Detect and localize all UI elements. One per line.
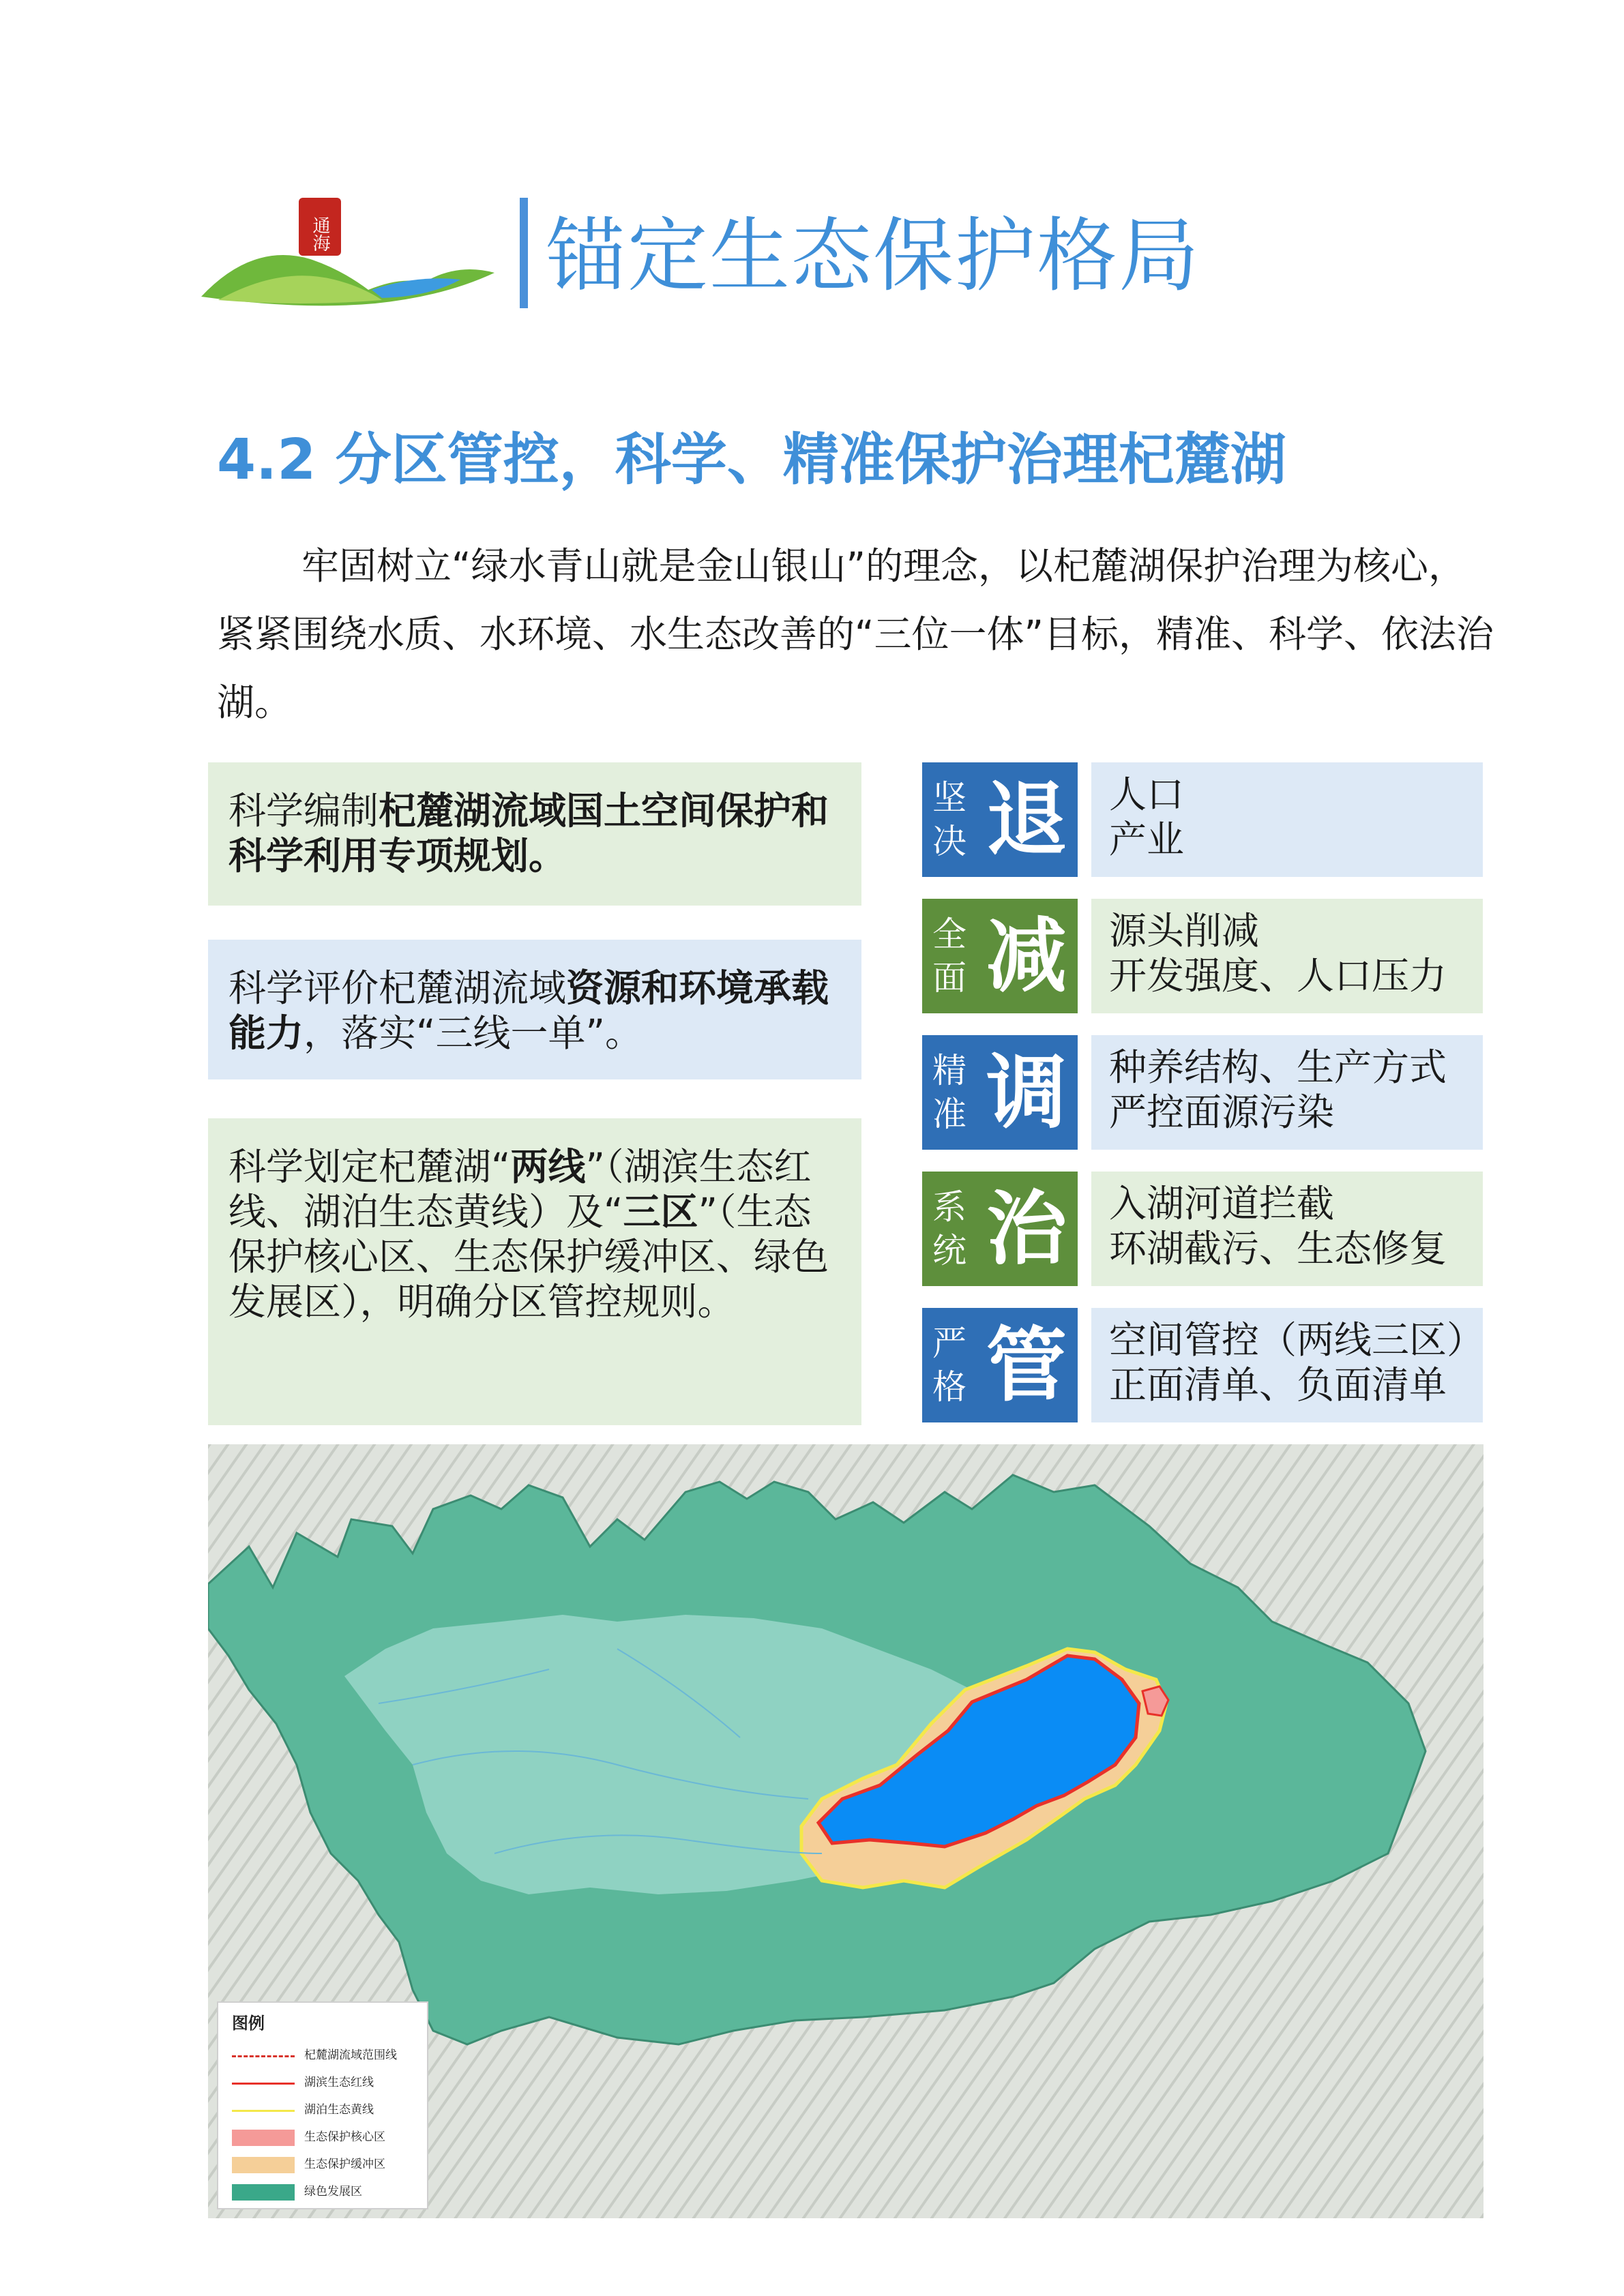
action-tag xyxy=(922,1035,1078,1150)
measure-text-part: ”（生态保护核心区、生态保护缓冲区、绿色发展区），明确分区管控规则。 xyxy=(228,1190,829,1324)
legend-label: 绿色发展区 xyxy=(304,2185,362,2198)
action-prefix-char: 统 xyxy=(932,1231,966,1270)
zoning-map xyxy=(208,1444,1483,2218)
action-prefix-char: 决 xyxy=(932,822,966,861)
measure-text-part: 科学编制 xyxy=(228,789,379,833)
action-tag xyxy=(922,1308,1078,1422)
legend-symbol xyxy=(232,2184,295,2201)
measure-text-part: 三区 xyxy=(623,1190,698,1234)
measure-text-part: 科学划定杞麓湖“ xyxy=(228,1145,511,1189)
action-row-reduce xyxy=(922,899,1483,1013)
legend-label: 湖泊生态黄线 xyxy=(304,2103,374,2117)
legend-item xyxy=(232,2124,423,2151)
action-description-line: 入湖河道拦截 xyxy=(1109,1182,1335,1225)
measure-text-part: ，落实“三线一单”。 xyxy=(304,1011,643,1055)
action-description xyxy=(1091,762,1483,877)
action-prefix xyxy=(929,1185,970,1272)
legend-symbol xyxy=(232,2083,295,2085)
intro-paragraph xyxy=(217,532,1499,736)
action-description-line: 环湖截污、生态修复 xyxy=(1109,1227,1447,1270)
action-description-line: 种养结构、生产方式 xyxy=(1109,1045,1447,1089)
action-description xyxy=(1091,1172,1483,1286)
action-description-line: 开发强度、人口压力 xyxy=(1109,954,1447,998)
measure-box-capacity xyxy=(208,940,861,1079)
legend-symbol xyxy=(232,2055,295,2057)
action-prefix-char: 坚 xyxy=(932,778,966,818)
legend-symbol xyxy=(232,2157,295,2173)
action-keyword: 治 xyxy=(986,1182,1067,1276)
action-prefix-char: 全 xyxy=(932,914,966,954)
legend-item xyxy=(232,2097,423,2124)
action-row-govern xyxy=(922,1172,1483,1286)
action-prefix xyxy=(929,912,970,1000)
measure-text-part: 科学评价杞麓湖流域 xyxy=(228,966,567,1010)
action-tag xyxy=(922,762,1078,877)
map-legend xyxy=(217,2001,428,2209)
logo-seal-text: 通海 xyxy=(310,216,330,252)
measure-box-zoning xyxy=(208,1118,861,1425)
legend-title: 图例 xyxy=(232,2014,265,2033)
action-description xyxy=(1091,1035,1483,1150)
legend-item xyxy=(232,2042,423,2070)
action-description xyxy=(1091,899,1483,1013)
section-heading: 4.2 分区管控，科学、精准保护治理杞麓湖 xyxy=(217,428,1286,492)
action-prefix xyxy=(929,776,970,863)
action-row-manage xyxy=(922,1308,1483,1422)
action-description xyxy=(1091,1308,1483,1422)
measure-text-part: 两线 xyxy=(510,1145,586,1189)
legend-item xyxy=(232,2151,423,2179)
action-prefix-char: 系 xyxy=(932,1187,966,1227)
legend-label: 杞麓湖流域范围线 xyxy=(304,2048,397,2062)
action-description-line: 空间管控（两线三区） xyxy=(1109,1318,1485,1362)
action-prefix-char: 准 xyxy=(932,1094,966,1134)
action-description-line: 正面清单、负面清单 xyxy=(1109,1363,1447,1407)
header-divider xyxy=(520,198,528,308)
page-title: 锚定生态保护格局 xyxy=(546,209,1201,303)
measure-text-part: 资源和环境承载能力 xyxy=(228,966,829,1055)
intro-text: 牢固树立“绿水青山就是金山银山”的理念，以杞麓湖保护治理为核心，紧紧围绕水质、水环境、水生态改善的“三位一体”目标，精准、科学、依法治湖。 xyxy=(217,544,1494,724)
action-tag xyxy=(922,1172,1078,1286)
legend-label: 生态保护核心区 xyxy=(304,2130,385,2144)
legend-symbol xyxy=(232,2110,295,2112)
action-prefix-char: 格 xyxy=(932,1367,966,1407)
action-description-line: 人口 xyxy=(1109,773,1185,816)
legend-item xyxy=(232,2070,423,2097)
legend-symbol xyxy=(232,2130,295,2146)
measure-text-part: 杞麓湖流域国土空间保护和科学利用专项规划。 xyxy=(228,789,829,878)
action-keyword: 调 xyxy=(986,1045,1067,1139)
legend-label: 生态保护缓冲区 xyxy=(304,2158,385,2171)
action-keyword: 管 xyxy=(986,1318,1067,1412)
action-prefix-char: 严 xyxy=(932,1324,966,1363)
logo xyxy=(198,194,498,314)
action-row-adjust xyxy=(922,1035,1483,1150)
action-keyword: 退 xyxy=(986,773,1067,867)
measure-box-planning xyxy=(208,762,861,906)
action-description-line: 源头削减 xyxy=(1109,909,1260,953)
action-row-retreat xyxy=(922,762,1483,877)
action-prefix xyxy=(929,1322,970,1409)
action-keyword: 减 xyxy=(986,909,1067,1003)
legend-label: 湖滨生态红线 xyxy=(304,2076,374,2089)
action-prefix-char: 面 xyxy=(932,958,966,998)
action-prefix-char: 精 xyxy=(932,1051,966,1090)
action-prefix xyxy=(929,1049,970,1136)
measure-text-part: ”（湖滨生态红线、湖泊生态黄线）及“ xyxy=(228,1145,812,1234)
action-description-line: 严控面源污染 xyxy=(1109,1090,1335,1134)
action-description-line: 产业 xyxy=(1109,818,1185,861)
legend-item xyxy=(232,2179,423,2206)
action-tag xyxy=(922,899,1078,1013)
